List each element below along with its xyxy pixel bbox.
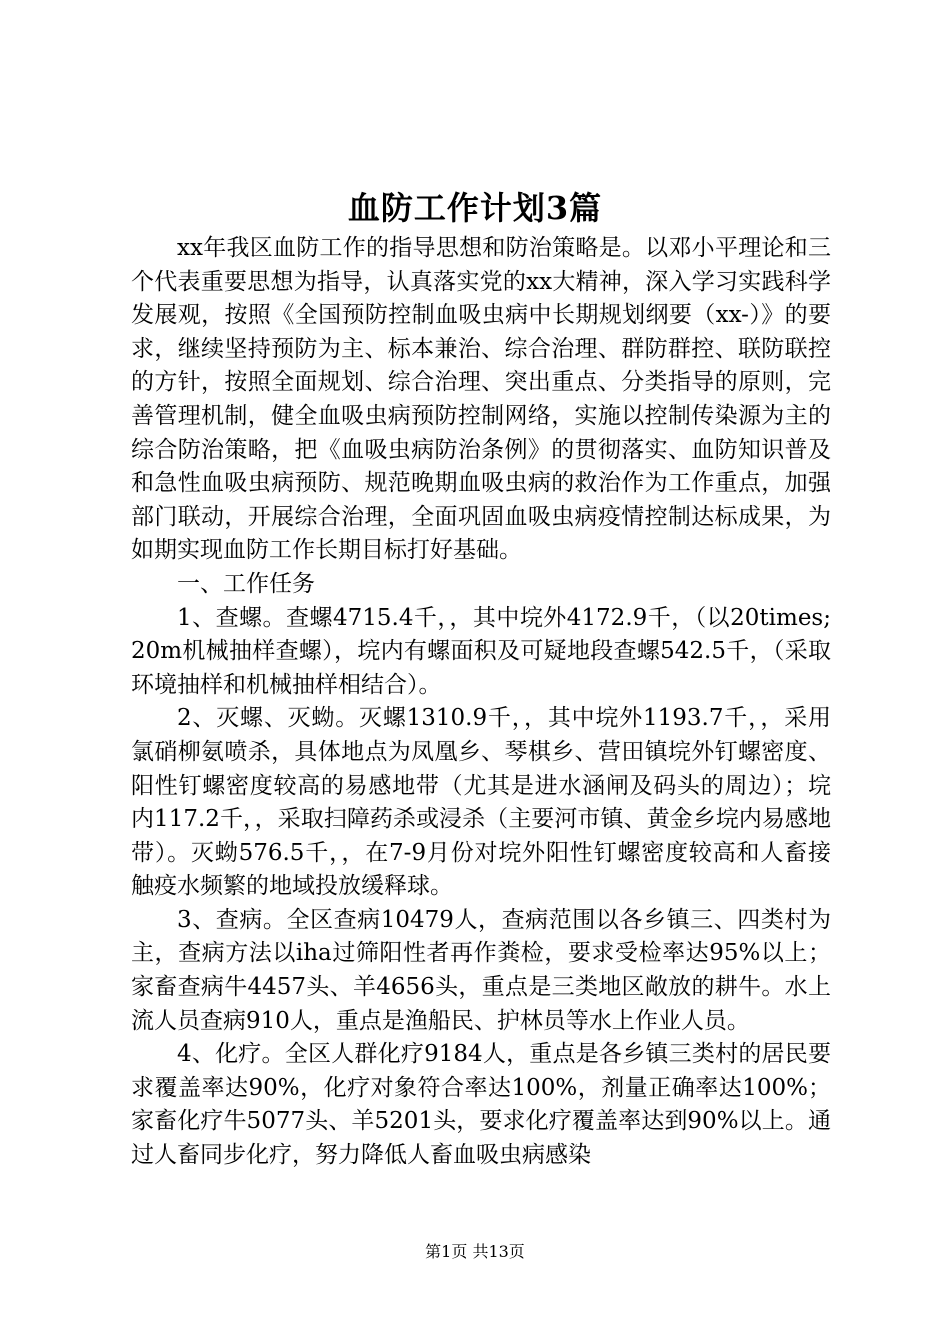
paragraph-task-1: 1、查螺。查螺4715.4千，，其中垸外4172.9千，（以20times;20m机械抽样查螺），垸内有螺面积及可疑地段查螺542.5千，（采取环境抽样和机械抽样相结合）。 — [131, 604, 831, 698]
document-title: 血防工作计划3篇 — [347, 189, 603, 227]
page-footer: 第1页 共13页 — [425, 1242, 525, 1261]
paragraph-intro: xx年我区血防工作的指导思想和防治策略是。以邓小平理论和三个代表重要思想为指导，认真落实党的xx大精神，深入学习实践科学发展观，按照《全国预防控制血吸虫病中长期规划纲要（xx-）》的要求，继续坚持预防为主、标本兼治、综合治理、群防群控、联防联控的方针，按照全面规划、综合治理、突出重点、分类指导的原则，完善管理机制，健全血吸虫病预防控制网络，实施以控制传染源为主的综合防治策略，把《血吸虫病防治条例》的贯彻落实、血防知识普及和急性血吸虫病预防、规范晚期血吸虫病的救治作为工作重点，加强部门联动，开展综合治理，全面巩固血吸虫病疫情控制达标成果，为如期实现血防工作长期目标打好基础。 — [131, 235, 831, 564]
paragraph-task-4: 4、化疗。全区人群化疗9184人，重点是各乡镇三类村的居民要求覆盖率达90%，化疗对象符合率达100%，剂量正确率达100%；家畜化疗牛5077头、羊5201头，要求化疗覆盖率达到90%以上。通过人畜同步化疗，努力降低人畜血吸虫病感染 — [131, 1041, 831, 1169]
section-heading-tasks: 一、工作任务 — [177, 570, 315, 597]
document-body — [131, 232, 831, 1173]
paragraph-task-3: 3、查病。全区查病10479人，查病范围以各乡镇三、四类村为主，查病方法以iha过筛阳性者再作粪检，要求受检率达95%以上；家畜查病牛4457头、羊4656头，重点是三类地区敞放的耕牛。水上流人员查病910人，重点是渔船民、护林员等水上作业人员。 — [131, 906, 831, 1034]
paragraph-task-2: 2、灭螺、灭蚴。灭螺1310.9千，，其中垸外1193.7千，，采用氯硝柳氨喷杀，具体地点为凤凰乡、琴棋乡、营田镇垸外钉螺密度、阳性钉螺密度较高的易感地带（尤其是进水涵闸及码头的周边）；垸内117.2千，，采取扫障药杀或浸杀（主要河市镇、黄金乡垸内易感地带）。灭蚴576.5千，，在7-9月份对垸外阳性钉螺密度较高和人畜接触疫水频繁的地域投放缓释球。 — [131, 705, 831, 900]
